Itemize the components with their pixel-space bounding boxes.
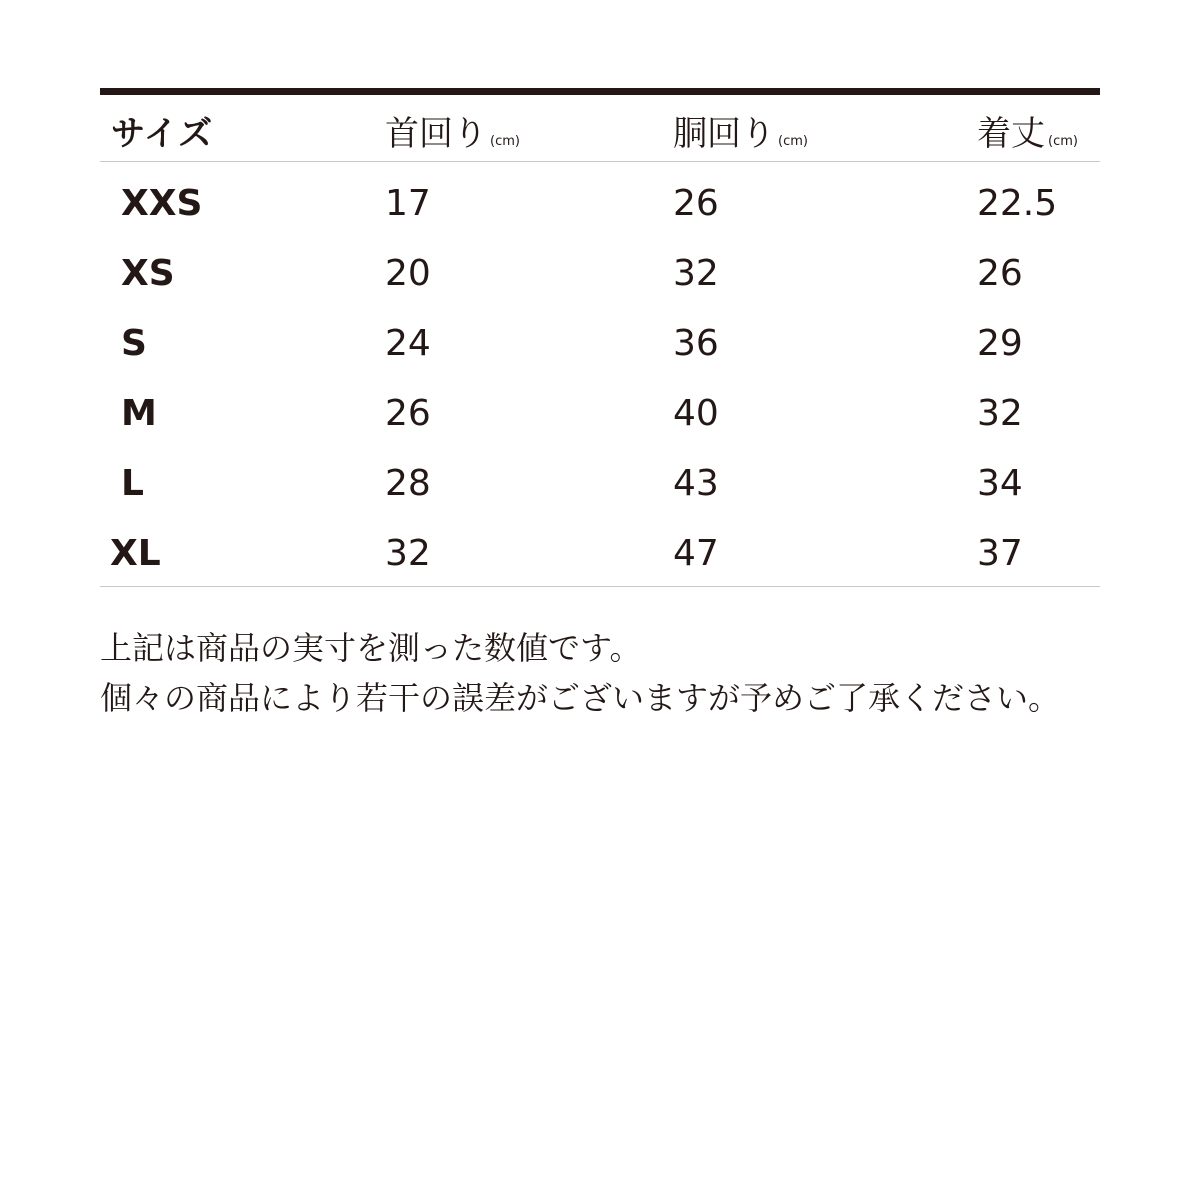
table-row [100, 376, 1100, 446]
header-waist-unit: (cm) [778, 134, 808, 149]
size-cell: XXS [121, 183, 203, 224]
waist-cell: 36 [673, 323, 719, 364]
waist-cell: 40 [673, 393, 719, 434]
table-top-rule [100, 88, 1100, 95]
length-cell: 34 [977, 463, 1023, 504]
header-neck-label: 首回り [385, 114, 487, 154]
size-cell: XS [121, 253, 175, 294]
length-cell: 29 [977, 323, 1023, 364]
measurement-note: 上記は商品の実寸を測った数値です。 [100, 629, 642, 667]
length-cell: 26 [977, 253, 1023, 294]
size-cell: S [121, 323, 147, 364]
header-size: サイズ [111, 114, 214, 154]
header-neck-unit: (cm) [490, 134, 520, 149]
variance-note: 個々の商品により若干の誤差がございますが予めご了承ください。 [100, 679, 1061, 717]
size-cell: L [121, 463, 144, 504]
waist-cell: 43 [673, 463, 719, 504]
header-waist-label: 胴回り [673, 114, 775, 154]
neck-cell: 20 [385, 253, 431, 294]
neck-cell: 26 [385, 393, 431, 434]
length-cell: 22.5 [977, 183, 1058, 224]
waist-cell: 32 [673, 253, 719, 294]
table-header-row [100, 95, 1100, 162]
table-row [100, 236, 1100, 306]
length-cell: 37 [977, 533, 1023, 574]
neck-cell: 17 [385, 183, 431, 224]
table-body [100, 162, 1100, 587]
neck-cell: 24 [385, 323, 431, 364]
header-length-label: 着丈 [977, 114, 1045, 154]
header-length-unit: (cm) [1048, 134, 1078, 149]
neck-cell: 28 [385, 463, 431, 504]
waist-cell: 26 [673, 183, 719, 224]
table-row [100, 166, 1100, 236]
neck-cell: 32 [385, 533, 431, 574]
table-row [100, 516, 1100, 586]
table-row [100, 446, 1100, 516]
size-cell: M [121, 393, 157, 434]
header-waist [673, 114, 808, 154]
waist-cell: 47 [673, 533, 719, 574]
header-length [977, 114, 1078, 154]
size-cell: XL [110, 533, 161, 574]
length-cell: 32 [977, 393, 1023, 434]
size-chart-table [100, 88, 1100, 587]
table-row [100, 306, 1100, 376]
header-neck [385, 114, 520, 154]
